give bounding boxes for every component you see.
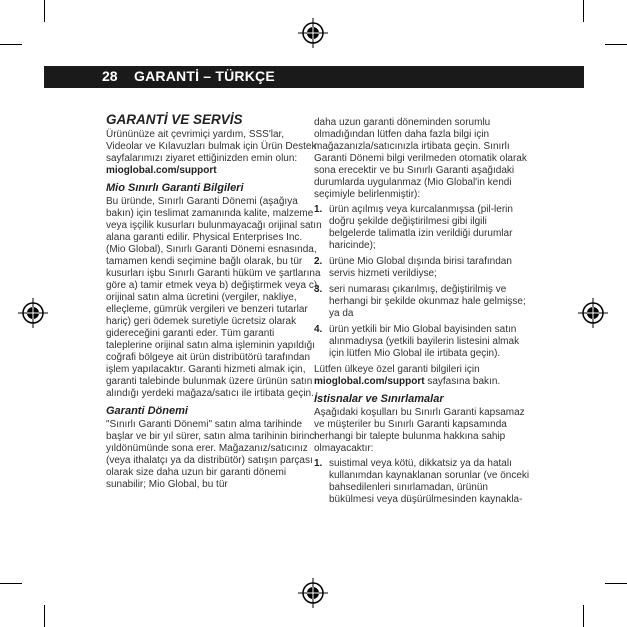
crop-mark [44,605,45,627]
header-bar [44,66,584,88]
section-title: GARANTİ VE SERVİS [106,112,243,127]
warranty-period-heading: Garanti Dönemi [106,405,188,417]
list-item [314,458,530,506]
list-number: 2. [314,256,323,267]
registration-mark-icon [578,298,608,328]
support-link[interactable]: mioglobal.com/support [106,165,217,176]
crop-mark [583,0,584,22]
support-link[interactable]: mioglobal.com/support [314,376,425,387]
list-text: ürün açılmış veya kurcalanmışsa (pil-lerin doğru şekilde değiştirilmesi gibi ilgili belgelerde talimatla izin verildiği durumlar haricinde); [329,204,513,251]
list-item [314,256,530,280]
list-number: 4. [314,324,323,335]
right-column [314,117,530,510]
registration-mark-icon [18,298,48,328]
list-item [314,284,530,320]
continued-paragraph: daha uzun garanti döneminden sorumlu olmadığından lütfen daha fazla bilgi için mağazanızla/satıcınızla irtibata geçin. Sınırlı Garanti Dönemi bilgi verilmeden otomatik olarak sona erecektir ve bu Sınırlı Garanti aşağıdaki durumlarda uygulanmaz (Mio Global'in kendi seçimiyle belirlenmiştir): [314,117,527,200]
intro-text: Ürününüze ait çevrimiçi yardım, SSS'lar, Videolar ve Kılavuzları bulmak için Ürün Destek sayfalarımızı ziyaret ettiğinizden emin olun: [106,129,317,164]
registration-mark-icon [298,578,328,608]
exceptions-heading: İstisnalar ve Sınırlamalar [314,393,444,405]
registration-mark-icon [298,18,328,48]
list-number: 1. [314,458,323,469]
left-column [106,112,322,491]
list-text: ürün yetkili bir Mio Global bayisinden satın alınmadıysa (yetkili bayilerin listesini almak için lütfen Mio Global ile irtibata geçin). [329,324,520,359]
crop-mark [605,44,627,45]
crop-mark [0,44,22,45]
country-paragraph [314,364,530,388]
conditions-list [314,204,530,360]
exceptions-list [314,458,530,506]
country-text: Lütfen ülkeye özel garanti bilgileri için [314,364,480,375]
crop-mark [605,583,627,584]
list-number: 1. [314,204,323,215]
page-number: 28 [102,68,118,84]
list-item [314,204,530,252]
header-title: GARANTİ – TÜRKÇE [134,68,275,84]
crop-mark [0,583,22,584]
crop-mark [583,605,584,627]
limited-warranty-body: Bu üründe, Sınırlı Garanti Dönemi (aşağıya bakın) için teslimat zamanında kalite, malzeme veya işçilik kusurları bulunmayacağı orijinal satın alana garanti edilir. Physical Enterprises Inc. (Mio Global), Sınırlı Garanti Dönemi esnasında, tamamen kendi seçimine bağlı olarak, bu tür kusurları işbu Sınırlı Garanti hüküm ve şartlarına göre a) tamir etmek veya b) değiştirmek veya c) orijinal satın alma ücretini (vergiler, nakliye, elleçleme, gümrük vergileri ve benzeri tutarlar hariç) geri ödemek suretiyle ücretsiz olarak gidereceğini garanti eder. Tüm garanti taleplerine orijinal satın alma işleminin yapıldığı coğrafi bölgeye ait ürün distribütörü tarafından işlem yapılacaktır. Garanti hizmeti almak için, garanti talebinde bulunmak üzere ürünün satın alındığı yerdeki mağaza/satıcı ile irtibata geçin. [106,196,322,399]
limited-warranty-heading: Mio Sınırlı Garanti Bilgileri [106,182,244,194]
warranty-period-body: "Sınırlı Garanti Dönemi" satın alma tarihinde başlar ve bir yıl sürer, satın alma tarihinin birinci yıldönümünde sona erer. Mağazanız/satıcınız (veya ithalatçı ya da distribütör) satışın parçası olarak size daha uzun bir garanti dönemi sunabilir; Mio Global, bu tür [106,419,317,490]
crop-mark [44,0,45,22]
list-text: ürüne Mio Global dışında birisi tarafından servis hizmeti verildiyse; [329,256,512,279]
list-text: suistimal veya kötü, dikkatsiz ya da hatalı kullanımdan kaynaklanan sorunlar (ve önceki bahsedilenleri sınırlamadan, ürünün bükülmesi veya düşürülmesinden kaynakla- [329,458,530,505]
list-item [314,324,530,360]
intro-paragraph [106,129,322,177]
list-text: seri numarası çıkarılmış, değiştirilmiş ve herhangi bir şekilde okunmaz hale gelmişse; ya da [329,284,526,319]
list-number: 3. [314,284,323,295]
country-suffix: sayfasına bakın. [427,376,501,387]
exceptions-body: Aşağıdaki koşulları bu Sınırlı Garanti kapsamaz ve müşteriler bu Sınırlı Garanti kapsamında herhangi bir talepte bulunma hakkına sahip olmayacaktır: [314,407,525,454]
